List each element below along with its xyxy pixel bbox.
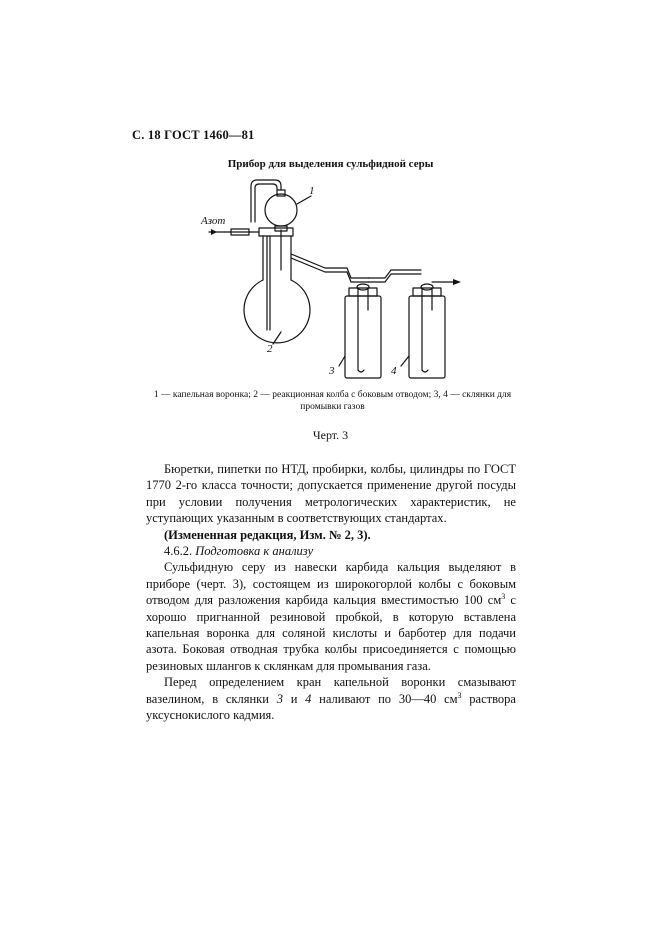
dropping-funnel <box>265 194 297 226</box>
outlet-arrow-icon <box>453 279 461 285</box>
funnel-neck <box>277 190 285 196</box>
page-header: С. 18 ГОСТ 1460—81 <box>132 128 255 142</box>
procedure-text-a: Сульфидную серу из навески карбида кальция выделяют в приборе (черт. 3), состоящем из широкогорлой колбы с боковым отводом для разложения карбида кальция вместимостью 100 см <box>146 560 516 608</box>
label-3: 3 <box>329 365 335 377</box>
label-nitrogen: Азот <box>201 215 226 227</box>
procedure-sup: 3 <box>501 592 506 602</box>
prep-and: и <box>282 691 306 706</box>
prep-text-c: раствора уксуснокислого кадмия. <box>146 691 516 723</box>
reaction-flask <box>244 280 310 343</box>
wash-bottle-3 <box>345 296 381 378</box>
bottle3-inner-tube <box>358 288 364 372</box>
figure-title: Прибор для выделения сульфидной серы <box>227 158 434 170</box>
label-4: 4 <box>391 365 397 377</box>
paragraph-preparation <box>146 674 516 723</box>
wash-bottle-4 <box>409 296 445 378</box>
figure-legend: 1 — капельная воронка; 2 — реакционная колба с боковым отводом; 3, 4 — склянки для промывки газов <box>153 390 512 412</box>
prep-text-a: Перед определением кран капельной воронки смазывают вазелином, в склянки <box>146 675 516 706</box>
prep-sup: 3 <box>457 690 462 700</box>
prep-num-4: 4 <box>305 691 312 706</box>
paragraph-section-heading <box>146 543 516 559</box>
label-2: 2 <box>267 343 273 355</box>
paragraph-procedure <box>146 559 516 674</box>
paragraph-amendment: (Измененная редакция, Изм. № 2, 3). <box>164 527 371 542</box>
section-number: 4.6.2. <box>164 544 193 559</box>
bottle4-inner-tube <box>422 288 428 372</box>
apparatus-diagram <box>195 170 475 390</box>
procedure-text-b: с хорошо пригнанной резиновой пробкой, в которую вставлена капельная воронка для соляной кислоты и барботер для подачи азота. Боковая отводная трубка колбы присоединяется с помощью резиновых шлангов к склянкам для промывания газа. <box>146 593 516 673</box>
figure-reference: Черт. 3 <box>312 428 349 442</box>
inlet-arrow-icon <box>211 229 217 235</box>
prep-text-b: наливают по 30—40 см <box>311 691 458 706</box>
prep-num-3: 3 <box>276 691 283 706</box>
paragraph-equipment: Бюретки, пипетки по НТД, пробирки, колбы, цилиндры по ГОСТ 1770 2-го класса точности; допускается применение другой посуды при условии получения метрологических характеристик, не уступающих указанным в соответствующих стандартах. <box>146 462 516 526</box>
section-title: Подготовка к анализу <box>195 544 314 559</box>
label-1: 1 <box>309 185 315 197</box>
body-text <box>146 461 516 724</box>
flask-stopper <box>259 228 293 236</box>
